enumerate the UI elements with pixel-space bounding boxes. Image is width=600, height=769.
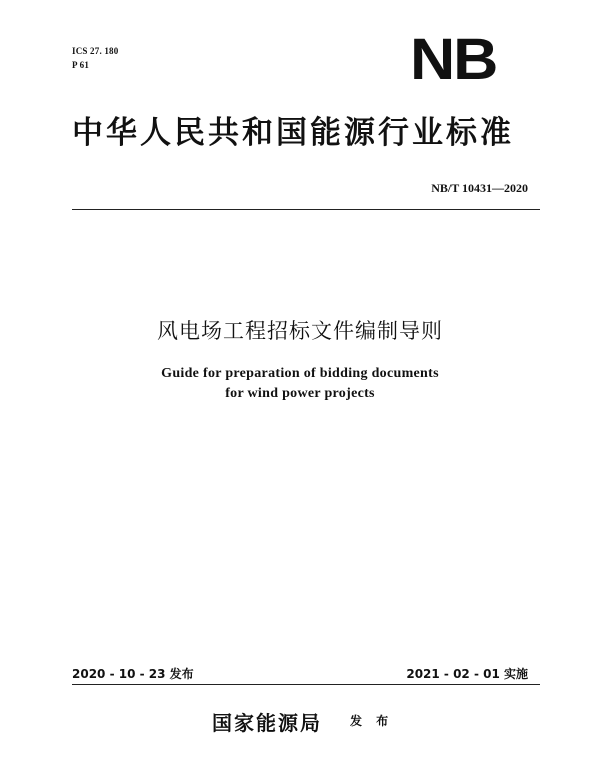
top-divider: [72, 209, 540, 210]
publish-label: 发 布: [350, 714, 389, 728]
document-title-english-line2: for wind power projects: [225, 386, 375, 401]
document-title-chinese: 风电场工程招标文件编制导则: [157, 319, 443, 343]
ics-code: ICS 27. 180: [72, 46, 119, 56]
issue-date: 2020 - 10 - 23 发布: [72, 667, 194, 681]
document-title-english-line1: Guide for preparation of bidding documents: [161, 366, 439, 381]
classification-code: P 61: [72, 60, 90, 70]
issuing-authority: 国家能源局: [212, 711, 322, 735]
standard-category-title: 中华人民共和国能源行业标准: [72, 115, 514, 151]
nb-logo: NB: [410, 27, 497, 92]
implementation-date: 2021 - 02 - 01 实施: [406, 667, 528, 681]
standard-code: NB/T 10431—2020: [431, 181, 528, 195]
bottom-divider: [72, 684, 540, 685]
